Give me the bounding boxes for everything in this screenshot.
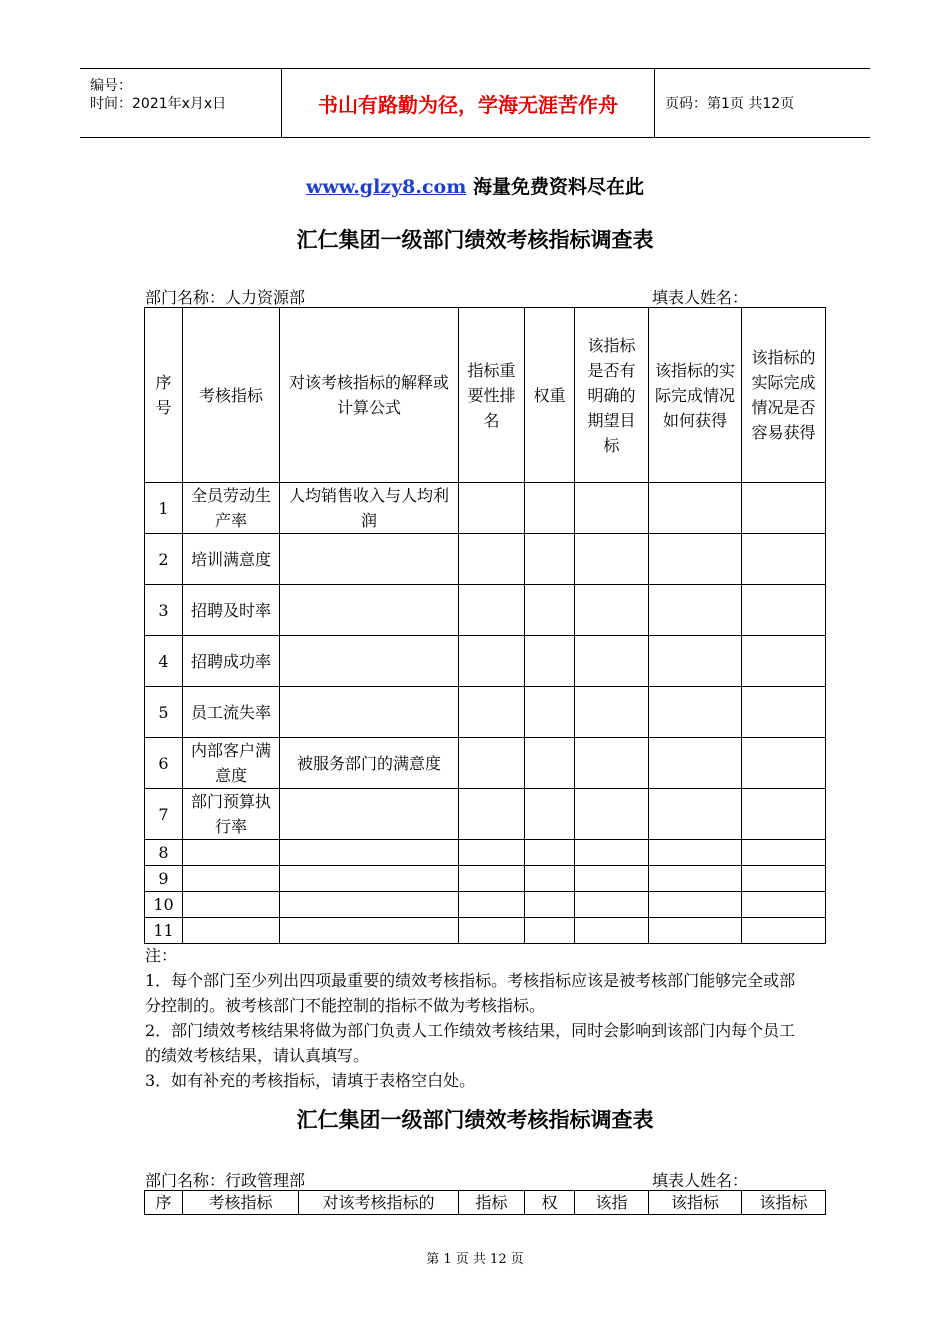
row-number: 5 xyxy=(145,687,183,738)
rank-cell[interactable] xyxy=(459,534,525,585)
target-cell[interactable] xyxy=(575,636,649,687)
header-cell: 该指标是否有明确的期望目标 xyxy=(575,308,649,483)
weight-cell[interactable] xyxy=(525,636,575,687)
formula-cell[interactable]: 被服务部门的满意度 xyxy=(280,738,459,789)
easy-cell[interactable] xyxy=(742,738,826,789)
formula-cell[interactable] xyxy=(280,789,459,840)
table-row xyxy=(145,636,826,687)
row-number: 1 xyxy=(145,483,183,534)
rank-cell[interactable] xyxy=(459,789,525,840)
table-row xyxy=(145,840,826,866)
weight-cell[interactable] xyxy=(525,892,575,918)
how-obtained-cell[interactable] xyxy=(649,636,742,687)
target-cell[interactable] xyxy=(575,534,649,585)
target-cell[interactable] xyxy=(575,918,649,944)
weight-cell[interactable] xyxy=(525,918,575,944)
table1-title: 汇仁集团一级部门绩效考核指标调查表 xyxy=(296,228,654,252)
table2-dept: 部门名称：行政管理部 xyxy=(145,1171,306,1190)
table1-dept: 部门名称：人力资源部 xyxy=(145,288,306,307)
table2-header-row xyxy=(145,1191,826,1215)
target-cell[interactable] xyxy=(575,483,649,534)
weight-cell[interactable] xyxy=(525,534,575,585)
table-row xyxy=(145,483,826,534)
weight-cell[interactable] xyxy=(525,789,575,840)
row-number: 9 xyxy=(145,866,183,892)
weight-cell[interactable] xyxy=(525,687,575,738)
page-footer: 第 1 页 共 12 页 xyxy=(426,1252,524,1267)
site-banner xyxy=(0,172,950,199)
header-cell: 序号 xyxy=(145,308,183,483)
note-item: 2．部门绩效考核结果将做为部门负责人工作绩效考核结果，同时会影响到该部门内每个员工的绩效考核结果，请认真填写。 xyxy=(145,1021,796,1065)
table-row xyxy=(145,585,826,636)
target-cell[interactable] xyxy=(575,866,649,892)
header-cell: 考核指标 xyxy=(183,1191,299,1215)
table-row xyxy=(145,918,826,944)
formula-cell[interactable] xyxy=(280,687,459,738)
easy-cell[interactable] xyxy=(742,918,826,944)
how-obtained-cell[interactable] xyxy=(649,840,742,866)
header-page-info: 页码：第1页 共12页 xyxy=(665,96,795,112)
how-obtained-cell[interactable] xyxy=(649,483,742,534)
header-cell: 该指标 xyxy=(649,1191,742,1215)
weight-cell[interactable] xyxy=(525,840,575,866)
row-number: 4 xyxy=(145,636,183,687)
indicator-cell[interactable]: 培训满意度 xyxy=(183,534,280,585)
target-cell[interactable] xyxy=(575,687,649,738)
page-header xyxy=(80,68,870,138)
rank-cell[interactable] xyxy=(459,687,525,738)
rank-cell[interactable] xyxy=(459,636,525,687)
row-number: 10 xyxy=(145,892,183,918)
note-item: 3．如有补充的考核指标，请填于表格空白处。 xyxy=(145,1071,476,1090)
weight-cell[interactable] xyxy=(525,738,575,789)
indicator-cell[interactable]: 招聘成功率 xyxy=(183,636,280,687)
table-row xyxy=(145,534,826,585)
header-cell: 指标 xyxy=(459,1191,525,1215)
time-label: 时间：2021年x月x日 xyxy=(90,96,227,112)
rank-cell[interactable] xyxy=(459,866,525,892)
easy-cell[interactable] xyxy=(742,636,826,687)
header-cell: 对该考核指标的解释或计算公式 xyxy=(280,308,459,483)
indicator-cell[interactable]: 员工流失率 xyxy=(183,687,280,738)
rank-cell[interactable] xyxy=(459,840,525,866)
header-cell: 该指标 xyxy=(742,1191,826,1215)
table2-title: 汇仁集团一级部门绩效考核指标调查表 xyxy=(296,1108,654,1132)
header-cell: 序 xyxy=(145,1191,183,1215)
formula-cell[interactable] xyxy=(280,534,459,585)
how-obtained-cell[interactable] xyxy=(649,687,742,738)
note-item: 1．每个部门至少列出四项最重要的绩效考核指标。考核指标应该是被考核部门能够完全或部分控制的。被考核部门不能控制的指标不做为考核指标。 xyxy=(145,971,796,1015)
indicator-cell[interactable] xyxy=(183,918,280,944)
row-number: 2 xyxy=(145,534,183,585)
indicator-cell[interactable] xyxy=(183,892,280,918)
table1 xyxy=(144,307,826,944)
target-cell[interactable] xyxy=(575,840,649,866)
how-obtained-cell[interactable] xyxy=(649,585,742,636)
easy-cell[interactable] xyxy=(742,789,826,840)
header-cell: 权重 xyxy=(525,308,575,483)
target-cell[interactable] xyxy=(575,789,649,840)
how-obtained-cell[interactable] xyxy=(649,892,742,918)
target-cell[interactable] xyxy=(575,585,649,636)
rank-cell[interactable] xyxy=(459,892,525,918)
weight-cell[interactable] xyxy=(525,585,575,636)
header-meta xyxy=(80,69,282,137)
table1-header-row xyxy=(145,308,826,483)
easy-cell[interactable] xyxy=(742,892,826,918)
target-cell[interactable] xyxy=(575,892,649,918)
rank-cell[interactable] xyxy=(459,738,525,789)
how-obtained-cell[interactable] xyxy=(649,789,742,840)
how-obtained-cell[interactable] xyxy=(649,738,742,789)
formula-cell[interactable] xyxy=(280,892,459,918)
row-number: 7 xyxy=(145,789,183,840)
table-row xyxy=(145,892,826,918)
row-number: 11 xyxy=(145,918,183,944)
table2-filler: 填表人姓名： xyxy=(652,1171,749,1190)
table-row xyxy=(145,687,826,738)
indicator-cell[interactable]: 全员劳动生产率 xyxy=(183,483,280,534)
header-cell: 考核指标 xyxy=(183,308,280,483)
indicator-cell[interactable] xyxy=(183,840,280,866)
table2 xyxy=(144,1190,826,1215)
easy-cell[interactable] xyxy=(742,866,826,892)
header-cell: 该指标的实际完成情况是否容易获得 xyxy=(742,308,826,483)
table1-filler: 填表人姓名： xyxy=(652,288,749,307)
how-obtained-cell[interactable] xyxy=(649,866,742,892)
target-cell[interactable] xyxy=(575,738,649,789)
header-cell: 该指标的实际完成情况如何获得 xyxy=(649,308,742,483)
easy-cell[interactable] xyxy=(742,687,826,738)
formula-cell[interactable] xyxy=(280,585,459,636)
rank-cell[interactable] xyxy=(459,483,525,534)
easy-cell[interactable] xyxy=(742,483,826,534)
formula-cell[interactable] xyxy=(280,840,459,866)
header-motto: 书山有路勤为径，学海无涯苦作舟 xyxy=(282,69,655,137)
code-label: 编号： xyxy=(90,78,132,94)
site-slogan: 海量免费资料尽在此 xyxy=(466,176,644,198)
weight-cell[interactable] xyxy=(525,483,575,534)
rank-cell[interactable] xyxy=(459,585,525,636)
easy-cell[interactable] xyxy=(742,534,826,585)
table-row xyxy=(145,789,826,840)
header-cell: 该指 xyxy=(575,1191,649,1215)
rank-cell[interactable] xyxy=(459,918,525,944)
row-number: 6 xyxy=(145,738,183,789)
indicator-cell[interactable] xyxy=(183,866,280,892)
notes-heading: 注： xyxy=(145,946,178,965)
weight-cell[interactable] xyxy=(525,866,575,892)
how-obtained-cell[interactable] xyxy=(649,534,742,585)
indicator-cell[interactable]: 招聘及时率 xyxy=(183,585,280,636)
indicator-cell[interactable]: 内部客户满意度 xyxy=(183,738,280,789)
formula-cell[interactable]: 人均销售收入与人均利润 xyxy=(280,483,459,534)
formula-cell[interactable] xyxy=(280,918,459,944)
site-link[interactable]: www.glzy8.com xyxy=(306,176,467,198)
formula-cell[interactable] xyxy=(280,636,459,687)
row-number: 3 xyxy=(145,585,183,636)
indicator-cell[interactable]: 部门预算执行率 xyxy=(183,789,280,840)
table-row xyxy=(145,866,826,892)
header-cell: 对该考核指标的 xyxy=(299,1191,459,1215)
header-cell: 权 xyxy=(525,1191,575,1215)
easy-cell[interactable] xyxy=(742,840,826,866)
table-row xyxy=(145,738,826,789)
easy-cell[interactable] xyxy=(742,585,826,636)
how-obtained-cell[interactable] xyxy=(649,918,742,944)
row-number: 8 xyxy=(145,840,183,866)
formula-cell[interactable] xyxy=(280,866,459,892)
header-cell: 指标重要性排名 xyxy=(459,308,525,483)
